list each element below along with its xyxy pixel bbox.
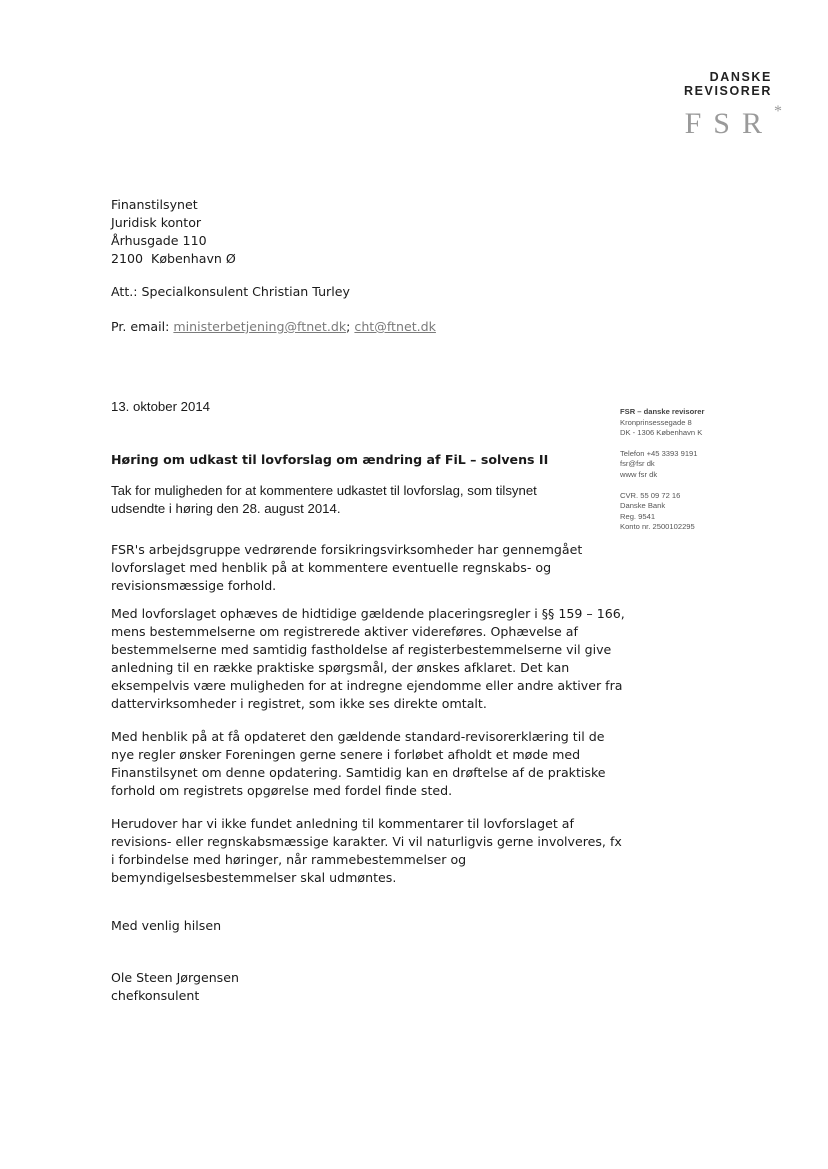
sender-reg: Reg. 9541 [620, 511, 656, 521]
paragraph-line: Finanstilsynet om denne opdatering. Samtidig kan en drøftelse af de praktiske [111, 765, 606, 780]
address-line: Finanstilsynet [111, 197, 198, 212]
sender-city: DK - 1306 København K [620, 428, 703, 438]
sender-street: Kronprinsessegade 8 [620, 417, 692, 427]
email-line [111, 318, 436, 336]
paragraph-line: Med henblik på at få opdateret den gældende standard-revisorerklæring til de [111, 729, 605, 744]
paragraph-line: revisions- eller regnskabsmæssige karakter. Vi vil naturligvis gerne involveres, fx [111, 834, 622, 849]
paragraph-line: Herudover har vi ikke fundet anledning til kommentarer til lovforslaget af [111, 816, 574, 831]
body-paragraph [111, 605, 625, 713]
paragraph-line: udsendte i høring den 28. august 2014. [111, 501, 341, 516]
paragraph-line: Tak for muligheden for at kommentere udkastet til lovforslag, som tilsynet [111, 483, 537, 498]
sender-email: fsr@fsr dk [620, 459, 655, 469]
paragraph-line: dattervirksomheder i registret, som ikke ses direkte omtalt. [111, 696, 487, 711]
logo-wordmark [648, 70, 772, 98]
fsr-logo-mark [660, 103, 782, 139]
sender-web: www fsr dk [620, 469, 658, 479]
logo-line-2: REVISORER [683, 84, 772, 98]
paragraph-line: nye regler ønsker Foreningen gerne senere i forløbet afholdt et møde med [111, 747, 581, 762]
paragraph-line: bestemmelserne med samtidig fastholdelse af registerbestemmelserne vil give [111, 642, 612, 657]
email-link-cht[interactable]: cht@ftnet.dk [354, 319, 436, 334]
paragraph-line: bemyndigelsesbestemmelser skal udmøntes. [111, 870, 397, 885]
letter-date: 13. oktober 2014 [111, 399, 210, 414]
body-paragraph [111, 541, 582, 595]
body-paragraph [111, 815, 622, 887]
sender-cvr: CVR. 55 09 72 16 [620, 490, 681, 500]
signature-block [111, 969, 239, 1005]
paragraph-line: lovforslaget med henblik på at kommentere eventuelle regnskabs- og [111, 560, 552, 575]
recipient-address [111, 196, 236, 268]
email-link-ministerbetjening[interactable]: ministerbetjening@ftnet.dk [173, 319, 347, 334]
sender-phone: Telefon +45 3393 9191 [620, 448, 698, 458]
closing-greeting: Med venlig hilsen [111, 918, 222, 933]
sender-account: Konto nr. 2500102295 [620, 522, 695, 532]
logo-mark-text: FSR [684, 107, 774, 140]
letter-subject: Høring om udkast til lovforslag om ændring af FiL – solvens II [111, 452, 549, 467]
body-paragraph [111, 482, 537, 518]
signer-name: Ole Steen Jørgensen [111, 970, 239, 985]
email-separator: ; [346, 319, 355, 334]
paragraph-line: revisionsmæssige forhold. [111, 578, 277, 593]
body-paragraph [111, 728, 606, 800]
sender-org: FSR – danske revisorer [620, 407, 705, 416]
logo-line-1: DANSKE [709, 70, 772, 84]
logo-mark-asterisk: * [774, 103, 782, 120]
sender-info [620, 407, 704, 533]
address-line: Juridisk kontor [111, 215, 202, 230]
paragraph-line: i forbindelse med høringer, når rammebestemmelser og [111, 852, 467, 867]
address-line: 2100 København Ø [111, 251, 236, 266]
sender-bank: Danske Bank [620, 501, 666, 511]
email-label: Pr. email: [111, 319, 174, 334]
paragraph-line: mens bestemmelserne om registrerede aktiver videreføres. Ophævelse af [111, 624, 578, 639]
paragraph-line: Med lovforslaget ophæves de hidtidige gældende placeringsregler i §§ 159 – 166, [111, 606, 625, 621]
signer-title: chefkonsulent [111, 988, 200, 1003]
paragraph-line: FSR's arbejdsgruppe vedrørende forsikringsvirksomheder har gennemgået [111, 542, 583, 557]
attention-line: Att.: Specialkonsulent Christian Turley [111, 284, 350, 299]
paragraph-line: anledning til en række praktiske spørgsmål, der ønskes afklaret. Det kan [111, 660, 570, 675]
paragraph-line: eksempelvis være muligheden for at indregne ejendomme eller andre aktiver fra [111, 678, 623, 693]
address-line: Århusgade 110 [111, 233, 207, 248]
paragraph-line: forhold om registrets opgørelse med fordel finde sted. [111, 783, 453, 798]
